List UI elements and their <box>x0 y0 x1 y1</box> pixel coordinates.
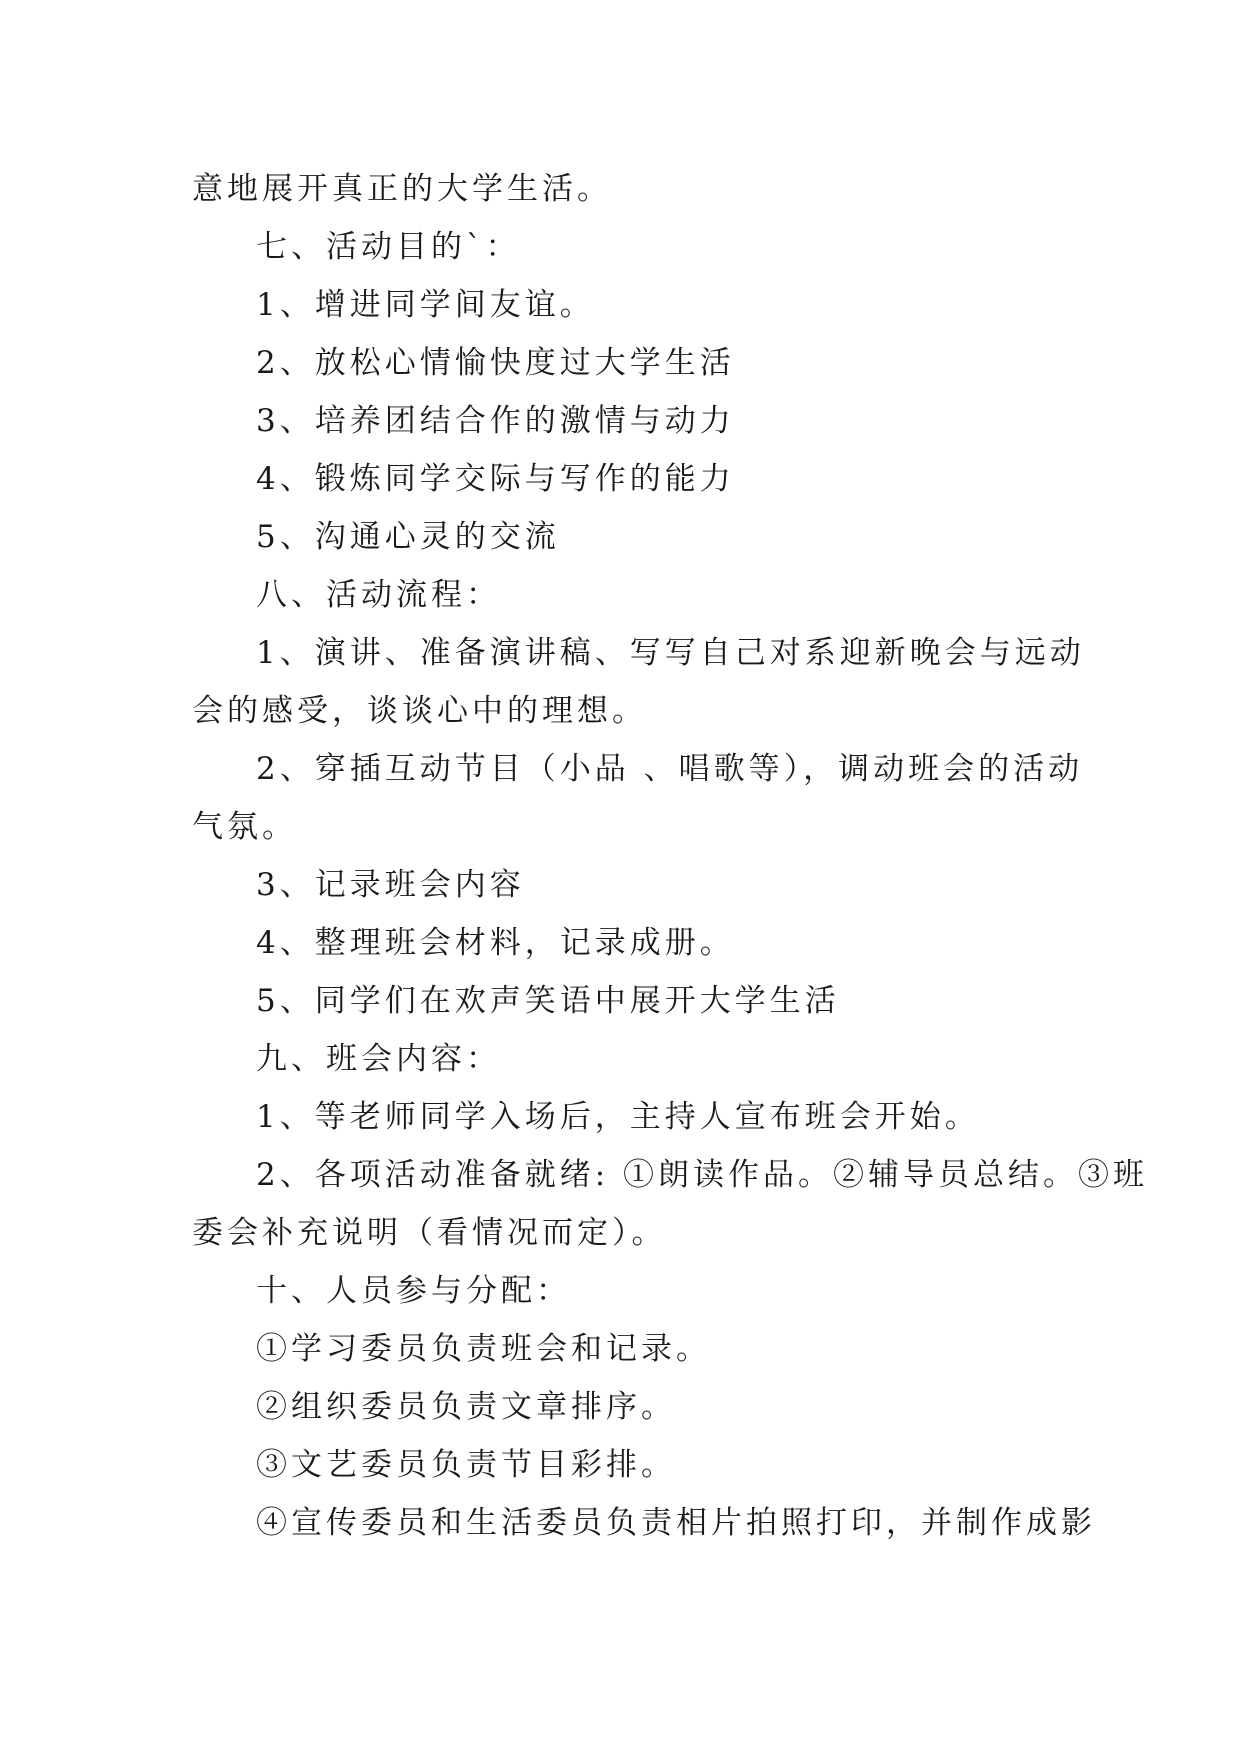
list-item-continuation: 气氛。 <box>192 809 297 845</box>
list-item-continuation: 委会补充说明（看情况而定）。 <box>192 1215 667 1251</box>
section-heading: 八、活动流程： <box>256 577 501 613</box>
paragraph-line: 意地展开真正的大学生活。 <box>192 171 612 207</box>
list-item: 2、穿插互动节目（小品 、唱歌等），调动班会的活动 <box>256 751 1084 787</box>
list-item: 3、培养团结合作的激情与动力 <box>256 403 735 439</box>
section-heading: 七、活动目的`： <box>256 229 521 265</box>
list-item: 1、等老师同学入场后，主持人宣布班会开始。 <box>256 1099 980 1135</box>
list-item: 4、整理班会材料，记录成册。 <box>256 925 735 961</box>
list-item: ①学习委员负责班会和记录。 <box>256 1331 711 1367</box>
list-item: 2、放松心情愉快度过大学生活 <box>256 345 735 381</box>
list-item: 1、增进同学间友谊。 <box>256 287 595 323</box>
list-item: 2、各项活动准备就绪: ①朗读作品。②辅导员总结。③班 <box>256 1157 1149 1193</box>
list-item: 3、记录班会内容 <box>256 867 525 903</box>
list-item: 5、沟通心灵的交流 <box>256 519 560 555</box>
list-item: 1、演讲、准备演讲稿、写写自己对系迎新晚会与远动 <box>256 635 1085 671</box>
list-item: 4、锻炼同学交际与写作的能力 <box>256 461 735 497</box>
list-item: ②组织委员负责文章排序。 <box>256 1389 676 1425</box>
section-heading: 九、班会内容： <box>256 1041 501 1077</box>
section-heading: 十、人员参与分配： <box>256 1273 571 1309</box>
document-body <box>192 160 1149 1552</box>
list-item: ④宣传委员和生活委员负责相片拍照打印，并制作成影 <box>256 1505 1096 1541</box>
list-item-continuation: 会的感受，谈谈心中的理想。 <box>192 693 647 729</box>
list-item: 5、同学们在欢声笑语中展开大学生活 <box>256 983 840 1019</box>
list-item: ③文艺委员负责节目彩排。 <box>256 1447 676 1483</box>
